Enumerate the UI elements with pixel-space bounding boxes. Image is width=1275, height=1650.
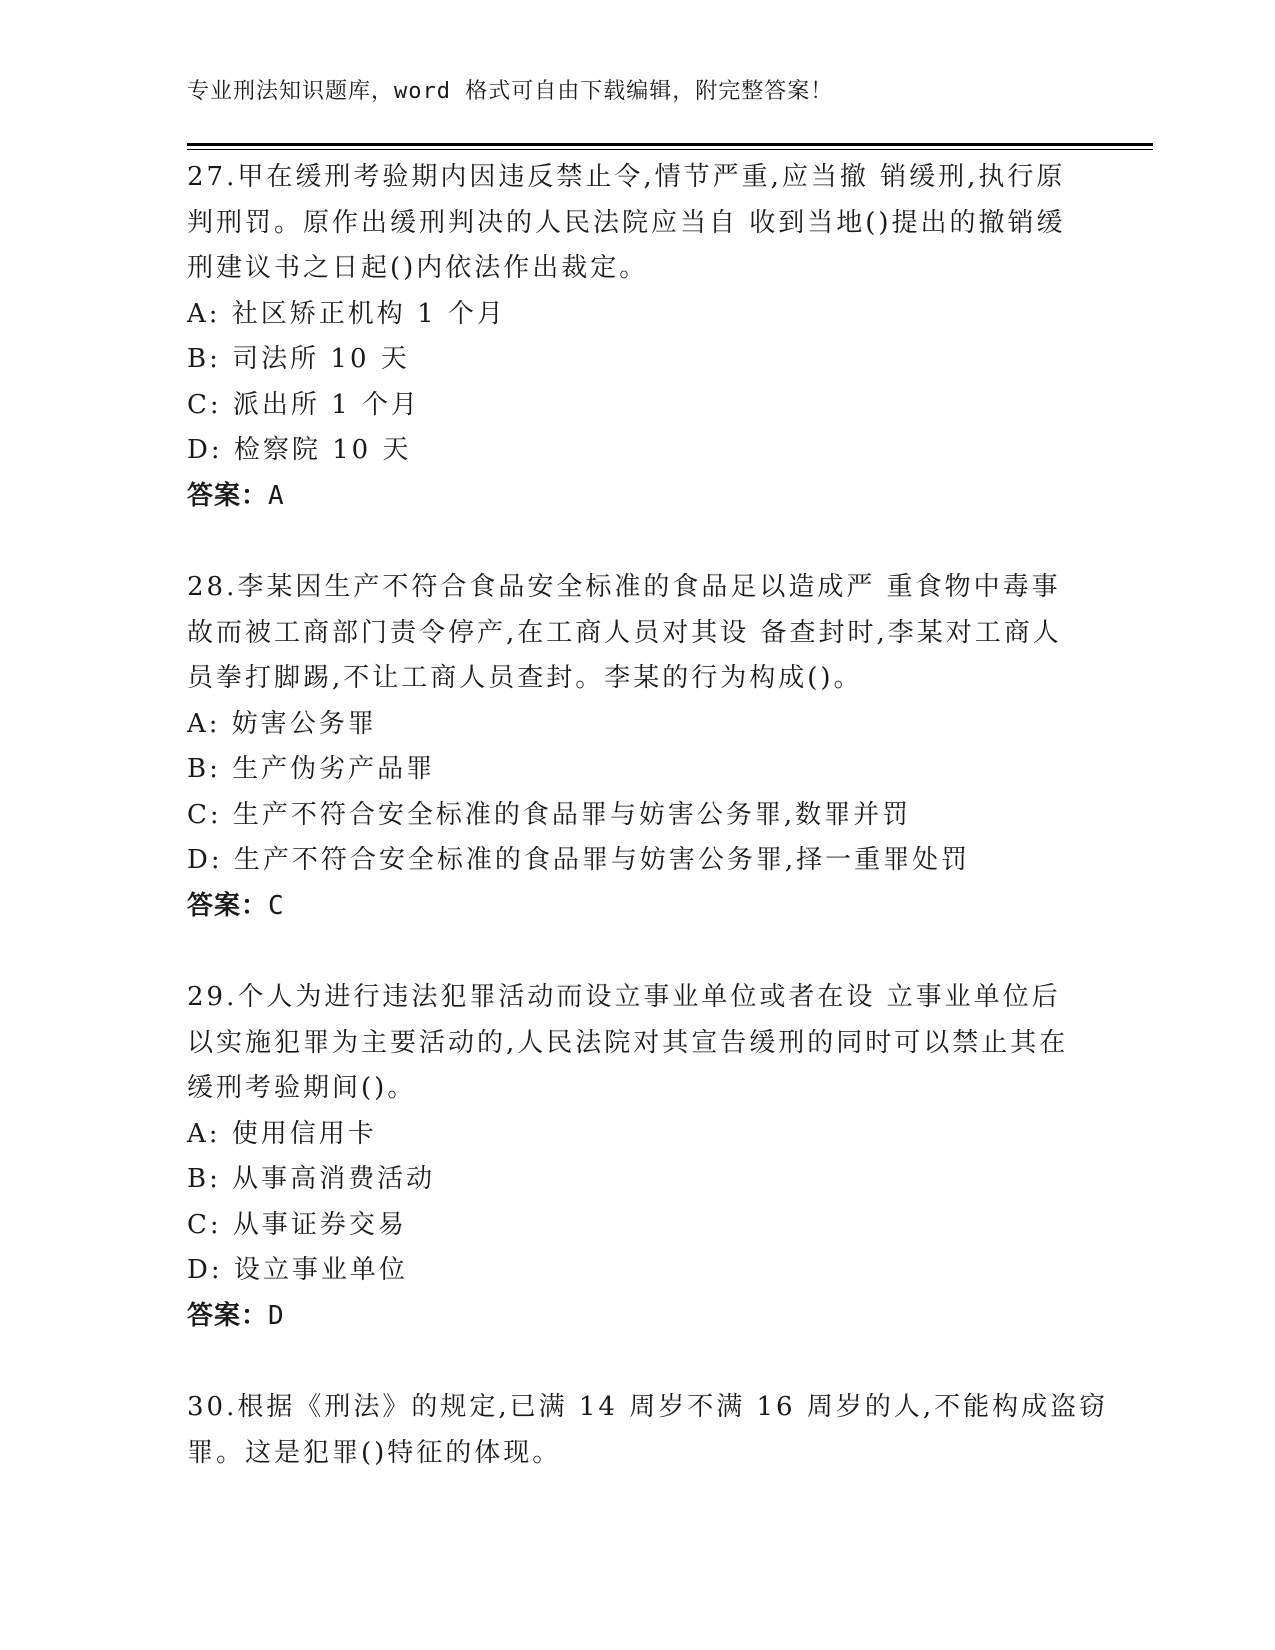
option-a: A: 妨害公务罪 (187, 708, 377, 739)
question-29 (187, 975, 1087, 1339)
option-c: C: 从事证券交易 (187, 1209, 407, 1240)
page-header: 专业刑法知识题库，word 格式可自由下载编辑，附完整答案！ (187, 79, 834, 104)
answer-line (187, 1294, 1087, 1340)
option-a: A: 社区矫正机构 1 个月 (187, 298, 506, 329)
question-stem-line: 29.个人为进行违法犯罪活动而设立事业单位或者在设 立事业单位后 (187, 982, 1061, 1012)
option-c: C: 生产不符合安全标准的食品罪与妨害公务罪,数罪并罚 (187, 799, 912, 830)
option-a: A: 使用信用卡 (187, 1118, 377, 1149)
option-b: B: 生产伪劣产品罪 (187, 754, 436, 784)
question-stem-line: 缓刑考验期间()。 (187, 1073, 417, 1103)
option-c: C: 派出所 1 个月 (187, 389, 420, 420)
header-rule-thin (187, 149, 1153, 150)
question-stem-line: 30.根据《刑法》的规定,已满 14 周岁不满 16 周岁的人,不能构成盗窃 (187, 1392, 1109, 1422)
option-d: D: 设立事业单位 (187, 1255, 408, 1285)
question-stem-line: 判刑罚。原作出缓刑判决的人民法院应当自 收到当地()提出的撤销缓 (187, 207, 1066, 238)
question-stem-line: 28.李某因生产不符合食品安全标准的食品足以造成严 重食物中毒事 (187, 572, 1061, 602)
answer-line (187, 884, 1087, 930)
option-b: B: 司法所 10 天 (187, 344, 410, 374)
answer-value: A (268, 480, 285, 511)
question-stem-line: 罪。这是犯罪()特征的体现。 (187, 1437, 562, 1468)
answer-label: 答案： (187, 480, 269, 511)
question-30 (187, 1385, 1109, 1476)
answer-line (187, 474, 1087, 520)
option-b: B: 从事高消费活动 (187, 1164, 436, 1194)
question-stem-line: 以实施犯罪为主要活动的,人民法院对其宣告缓刑的同时可以禁止其在 (187, 1027, 1069, 1058)
question-28 (187, 565, 1087, 929)
question-27 (187, 155, 1087, 519)
answer-label: 答案： (187, 1300, 269, 1331)
option-d: D: 生产不符合安全标准的食品罪与妨害公务罪,择一重罪处罚 (187, 845, 971, 875)
question-stem-line: 故而被工商部门责令停产,在工商人员对其设 备查封时,李某对工商人 (187, 617, 1062, 648)
question-stem-line: 刑建议书之日起()内依法作出裁定。 (187, 253, 649, 283)
question-stem-line: 27.甲在缓刑考验期内因违反禁止令,情节严重,应当撤 销缓刑,执行原 (187, 162, 1066, 192)
answer-label: 答案： (187, 890, 269, 921)
header-rule-thick (187, 143, 1153, 146)
answer-value: D (268, 1300, 285, 1331)
question-stem-line: 员拳打脚踢,不让工商人员查封。李某的行为构成()。 (187, 663, 863, 693)
question-list (187, 155, 1109, 1522)
answer-value: C (268, 890, 285, 921)
option-d: D: 检察院 10 天 (187, 435, 412, 465)
